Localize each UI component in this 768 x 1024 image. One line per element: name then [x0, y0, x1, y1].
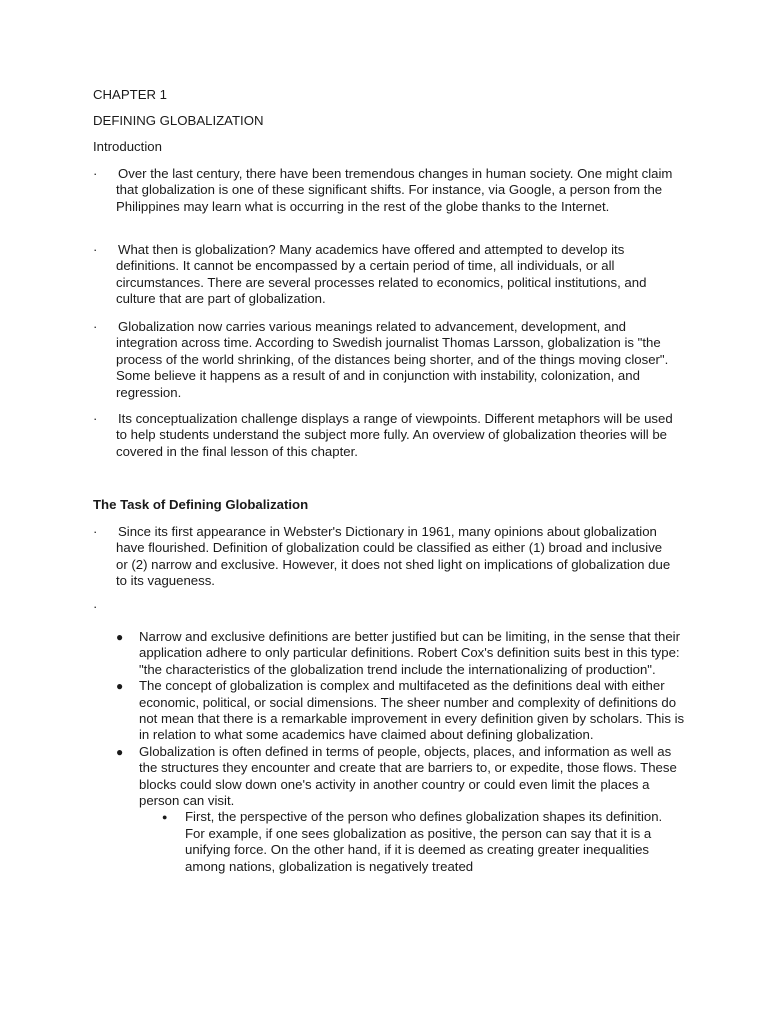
intro-paragraph-text: Over the last century, there have been tremendous changes in human society. One might claim that globalization is one of these significant shifts. For instance, via Google, a person from the Philippines may learn what is occurring in the rest of the globe thanks to the Internet.	[116, 166, 673, 214]
dot-bullet-icon: ·	[93, 599, 98, 614]
list-item	[116, 678, 686, 744]
list-item	[116, 744, 686, 875]
intro-heading: Introduction	[93, 139, 162, 154]
sub-bullet-list	[139, 809, 686, 875]
list-item-text: Narrow and exclusive definitions are better justified but can be limiting, in the sense that their application adhere to only particular definitions. Robert Cox's definition suits best in this type: "the characteristics of the globalization trend include the internationalizing of production".	[139, 629, 680, 677]
list-item	[116, 629, 686, 678]
intro-paragraph-text: What then is globalization? Many academics have offered and attempted to develop its definitions. It cannot be encompassed by a certain period of time, all individuals, or all circumstances. There are several processes related to economics, political institutions, and culture that are part of globalization.	[116, 242, 647, 307]
chapter-title: DEFINING GLOBALIZATION	[93, 113, 264, 128]
list-item-text: The concept of globalization is complex and multifaceted as the definitions deal with either economic, political, or social dimensions. The sheer number and complexity of definitions do not mean that there is a remarkable improvement in every definition given by scholars. This is in relation to what some academics have claimed about defining globalization.	[139, 678, 685, 743]
intro-paragraph-text: Globalization now carries various meanings related to advancement, development, and integration across time. According to Swedish journalist Thomas Larsson, globalization is "the process of the world shrinking, of the distances being shorter, and of the things moving closer". Some believe it happens as a result of and in conjunction with instability, colonization, and regression.	[116, 319, 669, 400]
dot-bullet-icon: ·	[93, 319, 98, 334]
section-heading: The Task of Defining Globalization	[93, 497, 309, 512]
intro-paragraph	[93, 411, 693, 460]
dot-bullet-icon: ·	[93, 411, 98, 426]
bullet-icon: ●	[116, 679, 124, 694]
list-item-text: Globalization is often defined in terms of people, objects, places, and information as well as the structures they encounter and create that are barriers to, or expedite, those flows. These blocks could slow down one's activity in another country or could even limit the places a person can visit.	[139, 743, 677, 809]
section-paragraph-text: Since its first appearance in Webster's Dictionary in 1961, many opinions about globalization have flourished. Definition of globalization could be classified as either (1) broad and inclusive or (2) narrow and exclusive. However, it does not shed light on implications of globalization due to its vagueness.	[116, 524, 671, 589]
dot-bullet-icon: ·	[93, 242, 98, 257]
sub-list-item-text: First, the perspective of the person who defines globalization shapes its definition. For example, if one sees globalization as positive, the person can say that it is a unifying force. On the other hand, if it is deemed as creating greater inequalities among nations, globalization is negatively treated	[185, 809, 663, 874]
dot-bullet-icon: ·	[93, 166, 98, 181]
bullet-icon: ●	[116, 744, 124, 759]
section-paragraph	[93, 524, 693, 590]
definition-bullet-list	[116, 629, 686, 875]
sub-list-item	[162, 809, 685, 875]
intro-paragraph	[93, 166, 693, 215]
sub-bullet-icon: ●	[162, 812, 168, 823]
bullet-icon: ●	[116, 630, 124, 644]
intro-paragraph-text: Its conceptualization challenge displays a range of viewpoints. Different metaphors will be used to help students understand the subject more fully. An overview of globalization theories will be covered in the final lesson of this chapter.	[116, 411, 673, 459]
intro-paragraph	[93, 242, 693, 308]
chapter-label: CHAPTER 1	[93, 87, 168, 102]
dot-bullet-icon: ·	[93, 524, 98, 539]
intro-paragraph	[93, 319, 693, 401]
